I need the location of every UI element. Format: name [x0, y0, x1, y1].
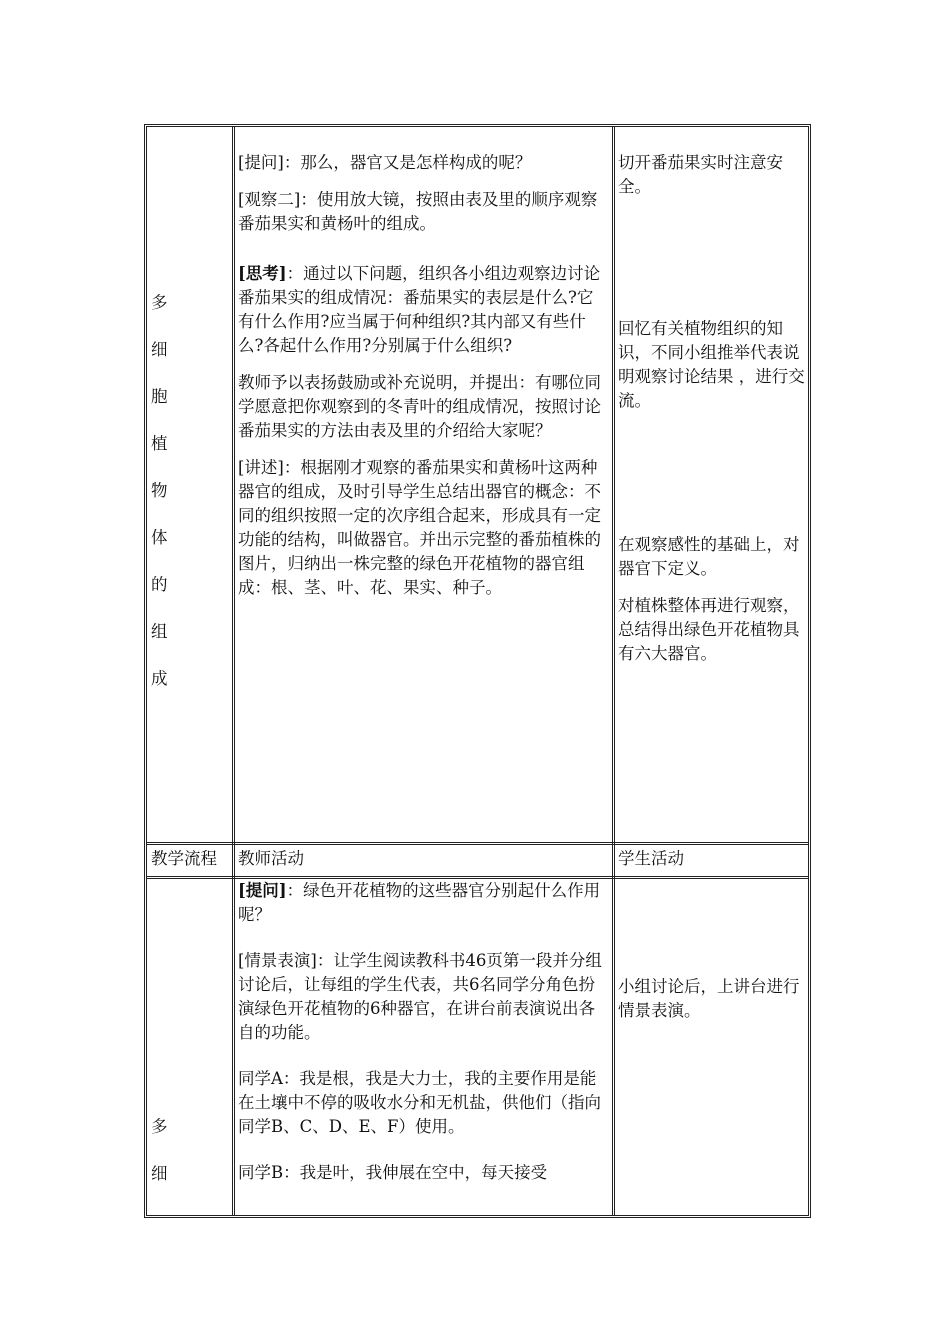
student-note-safety: 切开番茄果实时注意安全。 [618, 153, 783, 196]
student-note-roleplay: 小组讨论后，上讲台进行情景表演。 [618, 977, 800, 1020]
question-text: ：绿色开花植物的这些器官分别起什么作用呢？ [238, 881, 601, 924]
teacher-observation: [观察二]：使用放大镜，按照由表及里的顺序观察番茄果实和黄杨叶的组成。 [238, 190, 598, 233]
student-note-organs: 对植株整体再进行观察，总结得出绿色开花植物具有六大器官。 [618, 596, 800, 663]
teacher-question-function [238, 879, 608, 927]
teacher-encourage: 教师予以表扬鼓励或补充说明，并提出：有哪位同学愿意把你观察到的冬青叶的组成情况，按照讨论番茄果实的方法由表及里的介绍给大家呢？ [238, 373, 601, 440]
header-teacher: 教师活动 [238, 849, 304, 868]
process-char: 胞 [151, 387, 168, 406]
column-divider-1 [232, 127, 235, 1215]
process-char: 物 [151, 481, 168, 500]
teacher-activity-lower [238, 879, 608, 1198]
student-b-line: 同学B：我是叶，我伸展在空中，每天接受 [238, 1163, 548, 1182]
lesson-table [144, 124, 811, 1218]
header-process: 教学流程 [151, 849, 217, 868]
teacher-activity-upper [238, 151, 608, 613]
process-char: 的 [151, 575, 168, 594]
student-activity-upper [618, 151, 810, 212]
teacher-question: [提问]：那么，器官又是怎样构成的呢？ [238, 153, 532, 172]
process-char: 成 [151, 669, 168, 688]
process-label-lower [151, 1115, 229, 1209]
column-divider-2 [612, 127, 615, 1215]
thinking-text: ：通过以下问题，组织各小组边观察边讨论番茄果实的组成情况：番茄果实的表层是什么?它有什么作用?应当属于何种组织?其内部又有些什么?各起什么作用?分别属于什么组织? [238, 264, 601, 355]
student-activity-lower [618, 975, 810, 1036]
header-top-rule [147, 842, 808, 845]
student-note-recall: 回忆有关植物组织的知识，不同小组推举代表说明观察讨论结果 ，进行交流。 [618, 319, 805, 410]
thinking-tag: [思考] [238, 264, 287, 283]
student-activity-define [618, 533, 810, 679]
process-label-upper [151, 291, 229, 714]
process-char: 组 [151, 622, 168, 641]
student-note-define: 在观察感性的基础上，对器官下定义。 [618, 535, 800, 578]
teacher-explain: [讲述]：根据刚才观察的番茄果实和黄杨叶这两种器官的组成，及时引导学生总结出器官的概念：不同的组织按照一定的次序组合起来，形成具有一定功能的结构，叫做器官。并出示完整的番茄植株的图片，归纳出一株完整的绿色开花植物的器官组成：根、茎、叶、花、果实、种子。 [238, 458, 601, 597]
process-char: 多 [151, 293, 168, 312]
process-char: 植 [151, 434, 168, 453]
teacher-roleplay: [情景表演]：让学生阅读教科书46页第一段并分组讨论后，让每组的学生代表，共6名同学分角色扮演绿色开花植物的6种器官，在讲台前表演说出各自的功能。 [238, 951, 602, 1042]
process-char: 体 [151, 528, 168, 547]
process-char: 细 [151, 340, 168, 359]
question-tag: [提问] [238, 881, 287, 900]
process-char: 多 [151, 1117, 168, 1136]
header-student: 学生活动 [618, 849, 684, 868]
process-char: 细 [151, 1164, 168, 1183]
teacher-thinking [238, 262, 608, 358]
student-a-line: 同学A：我是根，我是大力士，我的主要作用是能在土壤中不停的吸收水分和无机盐，供他们（指向同学B、C、D、E、F）使用。 [238, 1069, 601, 1136]
student-activity-recall [618, 317, 810, 426]
